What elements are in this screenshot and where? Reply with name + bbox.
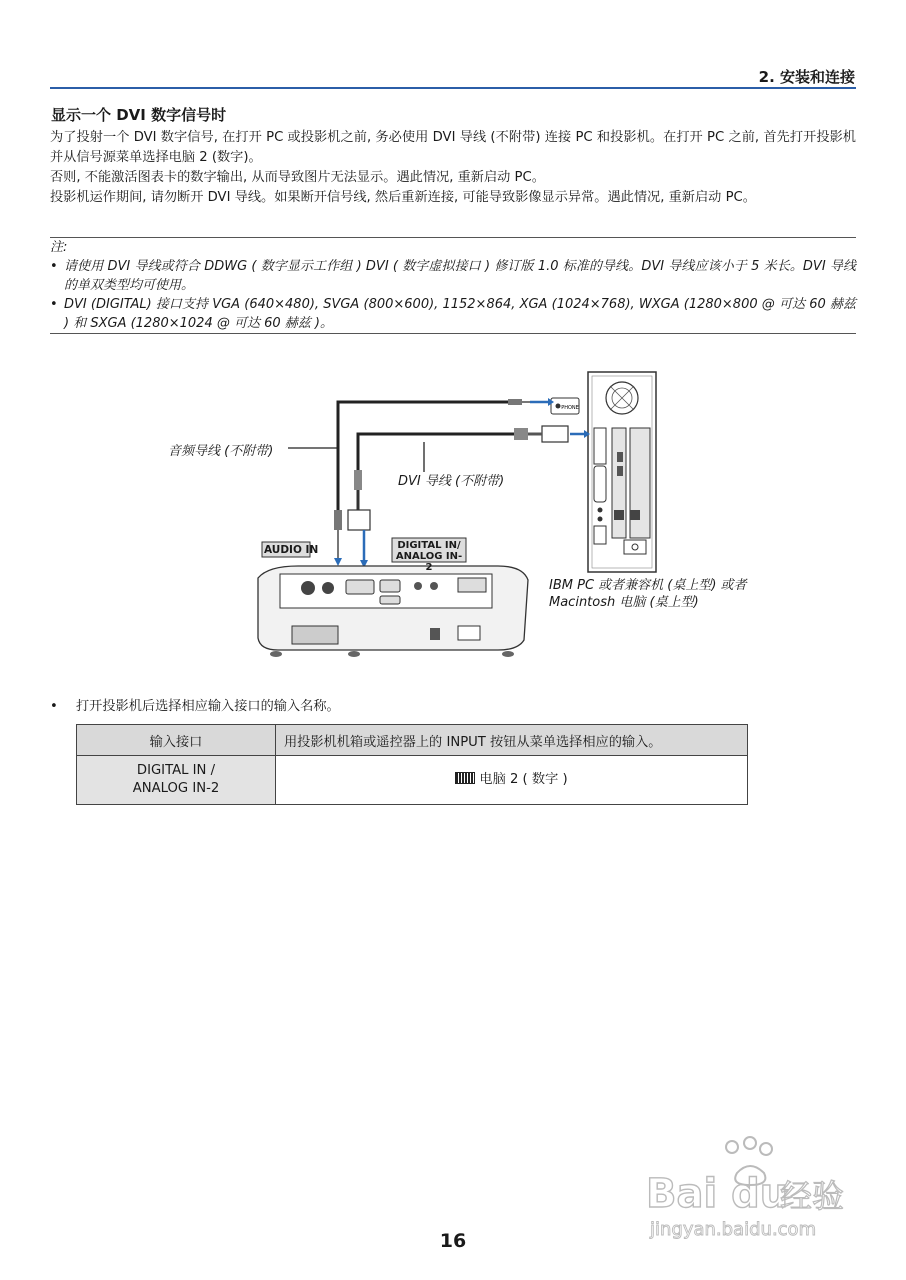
projector-illustration (258, 566, 528, 657)
pc-tower-illustration (588, 372, 656, 572)
baidu-watermark-logo (642, 1135, 862, 1245)
audio-cable-label: 音频导线 (不附带) (168, 444, 274, 459)
svg-text:Bai du: Bai du (646, 1171, 789, 1217)
table-cell-input-name (276, 756, 748, 805)
table-header-input-port: 输入接口 (77, 725, 276, 756)
dvi-cable-label: DVI 导线 (不附带) (398, 474, 505, 489)
caution-paragraph: 投影机运作期间, 请勿断开 DVI 导线。如果断开信号线, 然后重新连接, 可能导致影像显示异常。遇此情况, 重新启动 PC。 (50, 190, 756, 205)
input-name: 电脑 2 ( 数字 ) (479, 772, 568, 787)
digital-in-label (393, 540, 465, 573)
note-item-text: DVI (DIGITAL) 接口支持 VGA (640×480), SVGA (800×600), 1152×864, XGA (1024×768), WXGA (1280×800 @ 可达 60 赫兹 ) 和 SXGA (1280×1024 @ 可达 60 赫兹 )。 (64, 297, 856, 331)
instruction-bullet: • (50, 699, 58, 714)
digital-in-label-line2: ANALOG IN-2 (395, 551, 463, 573)
pc-label-line2: Macintosh 电脑 (桌上型) (549, 595, 699, 610)
warning-paragraph: 否则, 不能激活图表卡的数字输出, 从而导致图片无法显示。遇此情况, 重新启动 PC。 (50, 170, 545, 185)
svg-text:jingyan.baidu.com: jingyan.baidu.com (650, 1219, 817, 1240)
digital-in-label-line1: DIGITAL IN/ (397, 540, 461, 551)
note-label: 注: (50, 240, 68, 255)
computer-input-icon (455, 772, 475, 784)
note-bottom-rule (50, 333, 856, 334)
note-item-text: 请使用 DVI 导线或符合 DDWG ( 数字显示工作组 ) DVI ( 数字虚拟接口 ) 修订版 1.0 标准的导线。DVI 导线应该小于 5 米长。DVI 导线的单双类型均可使用。 (64, 259, 856, 293)
header-rule (50, 87, 856, 89)
intro-paragraph: 为了投射一个 DVI 数字信号, 在打开 PC 或投影机之前, 务必使用 DVI 导线 (不附带) 连接 PC 和投影机。在打开 PC 之前, 首先打开投影机并从信号源菜单选择电脑 2 (数字)。 (50, 130, 856, 165)
connection-diagram (168, 370, 768, 670)
phone-jack (551, 398, 579, 414)
note-block (50, 238, 856, 333)
page-number: 16 (439, 1230, 467, 1252)
instruction-text: 打开投影机后选择相应输入接口的输入名称。 (76, 699, 340, 714)
phone-jack-label: PHONE (561, 405, 579, 411)
pc-label (549, 577, 747, 611)
instruction-line (50, 695, 340, 714)
note-bullet: • (50, 259, 58, 274)
note-item (50, 295, 856, 333)
port-name-line1: DIGITAL IN / (136, 763, 216, 778)
svg-text:经验: 经验 (780, 1177, 845, 1215)
port-name-line2: ANALOG IN-2 (132, 781, 220, 796)
note-item (50, 257, 856, 295)
pc-label-line1: IBM PC 或者兼容机 (桌上型) 或者 (549, 578, 747, 593)
audio-in-label: AUDIO IN (264, 544, 319, 556)
chapter-title: 2. 安装和连接 (758, 68, 855, 86)
note-bullet: • (50, 297, 58, 312)
section-title: 显示一个 DVI 数字信号时 (51, 106, 227, 124)
table-cell-port (77, 756, 276, 805)
table-header-instruction: 用投影机机箱或遥控器上的 INPUT 按钮从菜单选择相应的输入。 (276, 725, 748, 756)
table-row (77, 756, 748, 805)
input-table (76, 724, 748, 805)
table-header-row (77, 725, 748, 756)
